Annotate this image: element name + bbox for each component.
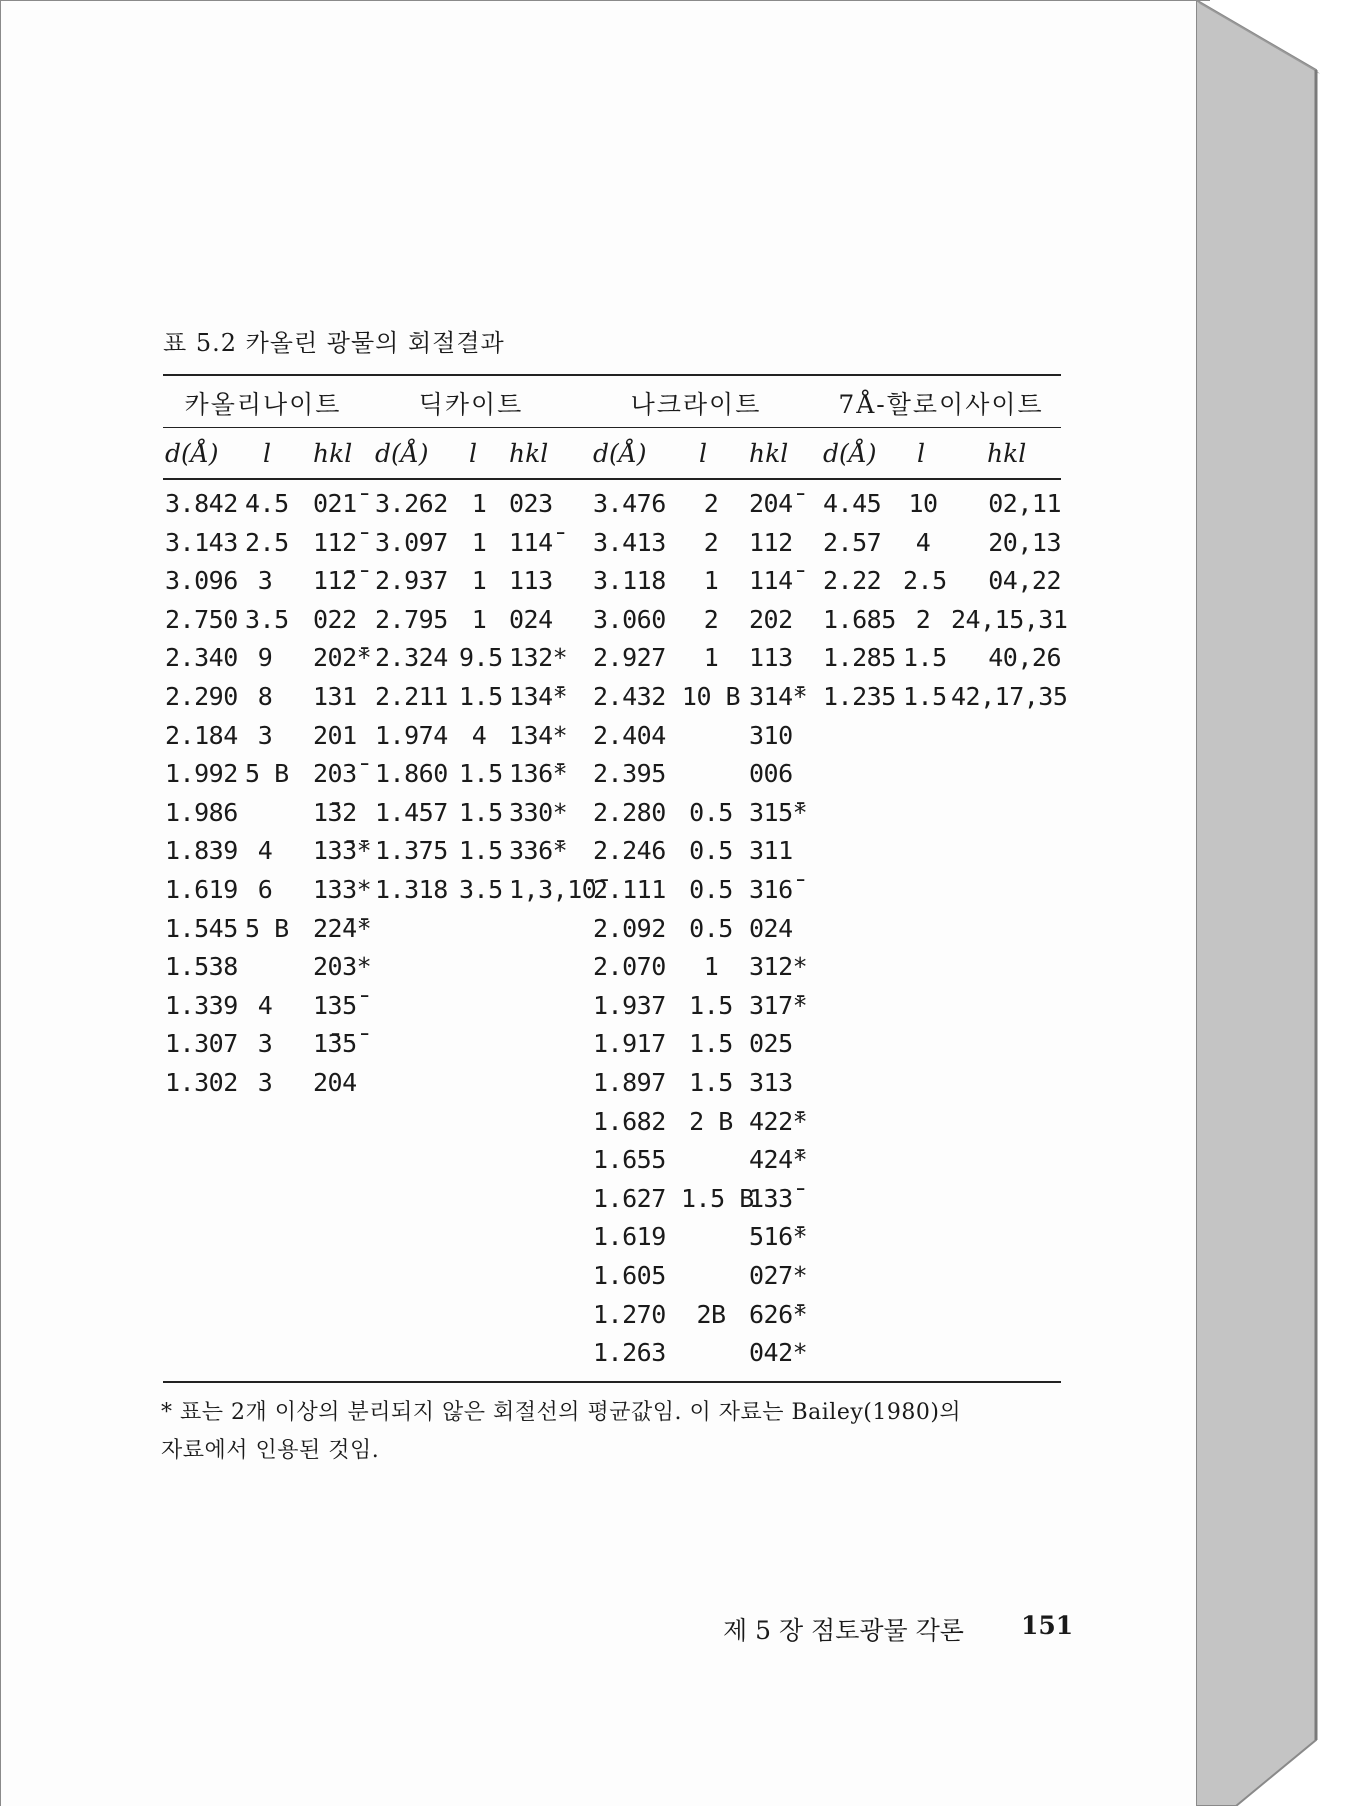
cell-d-value: 4.45: [823, 489, 882, 518]
cell-hkl: 04,22: [988, 566, 1061, 596]
col-label-l: l: [263, 439, 271, 468]
cell-intensity: 4: [257, 990, 273, 1020]
cell-hkl: 203̄: [313, 759, 357, 789]
col-label-l: l: [917, 439, 925, 468]
cell-intensity: 0.5: [689, 797, 733, 827]
cell-d-value: 3.262: [375, 489, 448, 518]
cell-hkl: 202: [749, 604, 793, 634]
cell-hkl: 135̄: [313, 990, 357, 1020]
cell-d-value: 1.992: [165, 759, 238, 789]
cell-hkl: 113: [509, 566, 553, 596]
cell-intensity: 1.5: [459, 759, 503, 789]
cell-intensity: 5 B: [245, 759, 289, 789]
cell-hkl: 021̄: [313, 489, 357, 518]
cell-d-value: 2.22: [823, 566, 882, 596]
cell-d-value: 2.57: [823, 527, 882, 557]
cell-d-value: 1.917: [593, 1029, 666, 1059]
cell-hkl: 1̄32: [313, 797, 357, 827]
cell-hkl: 13̄3̄*: [313, 836, 372, 866]
cell-d-value: 3.118: [593, 566, 666, 596]
cell-intensity: 3: [257, 1029, 273, 1059]
table-subheader-rule: [163, 478, 1061, 480]
cell-hkl: 315̄*: [749, 797, 808, 827]
cell-d-value: 1.538: [165, 952, 238, 982]
cell-hkl: 134*: [509, 720, 568, 750]
cell-intensity: 4: [257, 836, 273, 866]
cell-intensity: 1.5: [903, 682, 947, 711]
cell-intensity: 1: [703, 952, 719, 982]
cell-d-value: 2.432: [593, 682, 666, 711]
cell-d-value: 1.375: [375, 836, 448, 866]
cell-hkl: 40,26: [988, 643, 1061, 673]
cell-d-value: 2.404: [593, 720, 666, 750]
cell-d-value: 1.457: [375, 797, 448, 827]
cell-hkl: 24,15,31: [951, 604, 1068, 634]
cell-d-value: 1.860: [375, 759, 448, 789]
cell-hkl: 023: [509, 489, 553, 518]
cell-hkl: 022: [313, 604, 357, 634]
cell-d-value: 2.211: [375, 682, 448, 711]
cell-d-value: 1.545: [165, 913, 238, 943]
col-label-hkl: hkl: [987, 439, 1027, 468]
cell-intensity: 5 B: [245, 913, 289, 943]
col-label-l: l: [469, 439, 477, 468]
cell-intensity: 1.5: [459, 797, 503, 827]
col-label-hkl: hkl: [749, 439, 789, 468]
cell-hkl: 1̄35̄: [313, 1029, 357, 1059]
cell-intensity: 2: [703, 604, 719, 634]
cell-d-value: 1.270: [593, 1299, 666, 1329]
cell-d-value: 3.413: [593, 527, 666, 557]
cell-hkl: 112̄: [313, 527, 357, 557]
cell-d-value: 1.627: [593, 1183, 666, 1213]
cell-hkl: 133*: [313, 875, 372, 904]
cell-hkl: 024: [749, 913, 793, 943]
cell-d-value: 2.280: [593, 797, 666, 827]
cell-intensity: 4: [471, 720, 487, 750]
cell-intensity: 1: [703, 566, 719, 596]
cell-intensity: 9: [257, 643, 273, 673]
group-header-nacrite: 나크라이트: [630, 390, 762, 419]
cell-intensity: 2B: [696, 1299, 726, 1329]
cell-d-value: 1.839: [165, 836, 238, 866]
cell-intensity: 1: [703, 643, 719, 673]
cell-hkl: 1,3,1̄0̄: [509, 875, 597, 904]
cell-intensity: 3: [257, 1068, 273, 1097]
table-footnote-line2: 자료에서 인용된 것임.: [161, 1438, 380, 1463]
cell-d-value: 1.619: [593, 1222, 666, 1252]
cell-hkl: 424̄*: [749, 1145, 808, 1175]
cell-hkl: 134̄*: [509, 682, 568, 711]
cell-intensity: 10 B: [681, 682, 741, 711]
cell-hkl: 422̄*: [749, 1106, 808, 1136]
cell-intensity: 1: [471, 566, 487, 596]
cell-hkl: 131: [313, 682, 357, 711]
cell-hkl: 310: [749, 720, 793, 750]
cell-intensity: 8: [257, 682, 273, 711]
cell-d-value: 2.750: [165, 604, 238, 634]
cell-hkl: 133̄: [749, 1183, 793, 1213]
table-bottom-rule: [163, 1381, 1061, 1383]
cell-intensity: 1: [471, 489, 487, 518]
cell-d-value: 2.184: [165, 720, 238, 750]
cell-d-value: 3.143: [165, 527, 238, 557]
cell-intensity: 2.5: [245, 527, 289, 557]
cell-intensity: 6: [257, 875, 273, 904]
cell-d-value: 2.324: [375, 643, 448, 673]
cell-d-value: 1.318: [375, 875, 448, 904]
table-footnote-line1: * 표는 2개 이상의 분리되지 않은 회절선의 평균값임. 이 자료는 Bailey(1980)의: [161, 1400, 962, 1425]
cell-hkl: 11̄2̄: [313, 566, 357, 596]
cell-d-value: 1.685: [823, 604, 896, 634]
cell-hkl: 516̄*: [749, 1222, 808, 1252]
cell-d-value: 3.097: [375, 527, 448, 557]
cell-d-value: 1.682: [593, 1106, 666, 1136]
cell-d-value: 1.605: [593, 1261, 666, 1290]
cell-d-value: 2.246: [593, 836, 666, 866]
table-title: 표 5.2 카올린 광물의 회절결과: [163, 329, 505, 357]
col-label-hkl: hkl: [509, 439, 549, 468]
cell-hkl: 336̄*: [509, 836, 568, 866]
group-header-halloysite: 7Å-할로이사이트: [838, 390, 1044, 419]
cell-intensity: 1.5: [459, 836, 503, 866]
cell-hkl: 027*: [749, 1261, 808, 1290]
cell-d-value: 3.060: [593, 604, 666, 634]
cell-hkl: 42,17,35: [951, 682, 1068, 711]
group-header-dickite: 딕카이트: [418, 390, 524, 419]
group-header-kaolinite: 카올리나이트: [184, 390, 342, 419]
cell-intensity: 9.5: [459, 643, 503, 673]
cell-d-value: 2.927: [593, 643, 666, 673]
cell-d-value: 3.476: [593, 489, 666, 518]
cell-intensity: 2: [703, 489, 719, 518]
cell-hkl: 330*: [509, 797, 568, 827]
cell-d-value: 3.096: [165, 566, 238, 596]
cell-d-value: 1.655: [593, 1145, 666, 1175]
cell-d-value: 2.340: [165, 643, 238, 673]
cell-hkl: 22̄4̄*: [313, 913, 372, 943]
cell-d-value: 1.619: [165, 875, 238, 904]
cell-intensity: 0.5: [689, 913, 733, 943]
cell-hkl: 202̄*: [313, 643, 372, 673]
cell-d-value: 1.897: [593, 1068, 666, 1097]
cell-d-value: 1.307: [165, 1029, 238, 1059]
cell-intensity: 1.5: [689, 1029, 733, 1059]
cell-intensity: 1.5: [903, 643, 947, 673]
cell-intensity: 2: [703, 527, 719, 557]
cell-d-value: 2.070: [593, 952, 666, 982]
cell-d-value: 2.795: [375, 604, 448, 634]
page-stack-edge: [1196, 0, 1357, 1806]
cell-hkl: 316̄: [749, 875, 793, 904]
cell-intensity: 2: [915, 604, 931, 634]
cell-hkl: 025: [749, 1029, 793, 1059]
cell-intensity: 2.5: [903, 566, 947, 596]
cell-hkl: 20,13: [988, 527, 1061, 557]
cell-d-value: 1.263: [593, 1338, 666, 1368]
table-header-rule: [163, 427, 1061, 428]
cell-intensity: 3.5: [459, 875, 503, 904]
cell-d-value: 2.395: [593, 759, 666, 789]
cell-hkl: 136̄*: [509, 759, 568, 789]
cell-hkl: 204: [313, 1068, 357, 1097]
cell-intensity: 0.5: [689, 875, 733, 904]
cell-d-value: 1.235: [823, 682, 896, 711]
cell-d-value: 2.092: [593, 913, 666, 943]
table-top-rule: [163, 374, 1061, 376]
cell-hkl: 312*: [749, 952, 808, 982]
col-label-d: d(Å): [823, 439, 877, 468]
cell-intensity: 0.5: [689, 836, 733, 866]
cell-intensity: 3: [257, 566, 273, 596]
cell-intensity: 4.5: [245, 489, 289, 518]
cell-hkl: 113: [749, 643, 793, 673]
cell-hkl: 311: [749, 836, 793, 866]
page-number: 151: [1021, 1611, 1074, 1640]
col-label-d: d(Å): [375, 439, 429, 468]
cell-hkl: 317̄*: [749, 990, 808, 1020]
cell-intensity: 1.5: [459, 682, 503, 711]
cell-d-value: 1.302: [165, 1068, 238, 1097]
cell-intensity: 2 B: [689, 1106, 733, 1136]
col-label-d: d(Å): [165, 439, 219, 468]
col-label-hkl: hkl: [313, 439, 353, 468]
cell-d-value: 1.285: [823, 643, 896, 673]
cell-intensity: 1: [471, 604, 487, 634]
col-label-d: d(Å): [593, 439, 647, 468]
chapter-title: 제 5 장 점토광물 각론: [723, 1616, 964, 1645]
cell-d-value: 1.986: [165, 797, 238, 827]
cell-hkl: 042*: [749, 1338, 808, 1368]
cell-intensity: 1.5 B: [681, 1183, 754, 1213]
cell-hkl: 204̄: [749, 489, 793, 518]
cell-hkl: 313: [749, 1068, 793, 1097]
cell-d-value: 1.339: [165, 990, 238, 1020]
cell-intensity: 1.5: [689, 1068, 733, 1097]
cell-intensity: 10: [908, 489, 938, 518]
cell-hkl: 024: [509, 604, 553, 634]
cell-hkl: 201: [313, 720, 357, 750]
cell-d-value: 2.111: [593, 875, 666, 904]
cell-hkl: 626̄*: [749, 1299, 808, 1329]
cell-hkl: 006: [749, 759, 793, 789]
cell-intensity: 3: [257, 720, 273, 750]
cell-d-value: 2.937: [375, 566, 448, 596]
cell-hkl: 114̄: [749, 566, 793, 596]
cell-hkl: 203*: [313, 952, 372, 982]
cell-intensity: 1: [471, 527, 487, 557]
cell-d-value: 3.842: [165, 489, 238, 518]
col-label-l: l: [699, 439, 707, 468]
cell-hkl: 02,11: [988, 489, 1061, 518]
cell-intensity: 3.5: [245, 604, 289, 634]
cell-hkl: 112: [749, 527, 793, 557]
cell-d-value: 1.937: [593, 990, 666, 1020]
cell-d-value: 2.290: [165, 682, 238, 711]
cell-hkl: 132*: [509, 643, 568, 673]
cell-d-value: 1.974: [375, 720, 448, 750]
cell-hkl: 314̄*: [749, 682, 808, 711]
cell-intensity: 1.5: [689, 990, 733, 1020]
cell-hkl: 114̄: [509, 527, 553, 557]
cell-intensity: 4: [915, 527, 931, 557]
